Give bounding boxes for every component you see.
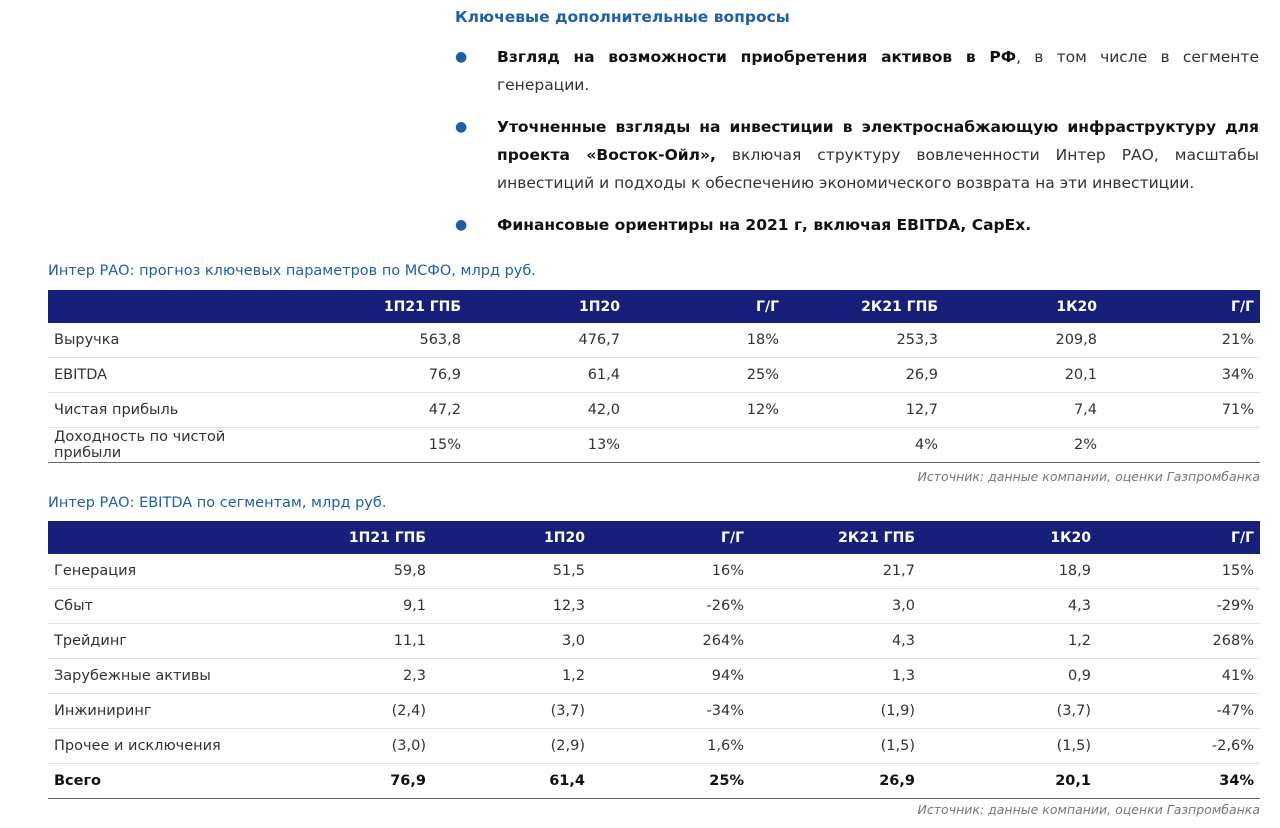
table-row xyxy=(48,589,1260,624)
table-cell: 3,0 xyxy=(750,589,921,624)
column-header: 1П20 xyxy=(432,521,591,554)
table-cell: (1,5) xyxy=(750,729,921,764)
table-row xyxy=(48,624,1260,659)
table-row xyxy=(48,428,1260,463)
table-row xyxy=(48,393,1260,428)
column-header: 2К21 ГПБ xyxy=(750,521,921,554)
table-cell: 94% xyxy=(591,659,750,694)
table-cell: -26% xyxy=(591,589,750,624)
table-cell: 71% xyxy=(1103,393,1260,428)
table-cell: 4% xyxy=(785,428,944,463)
table-cell: 16% xyxy=(591,554,750,589)
column-header: 1П21 ГПБ xyxy=(301,290,467,323)
table-cell: (1,5) xyxy=(921,729,1097,764)
row-label: Доходность по чистой прибыли xyxy=(48,428,301,463)
table2-source: Источник: данные компании, оценки Газпромбанка xyxy=(917,802,1260,817)
table-cell: 26,9 xyxy=(750,764,921,799)
table-row xyxy=(48,694,1260,729)
bullet-icon: ● xyxy=(455,217,468,233)
row-label: Сбыт xyxy=(48,589,266,624)
table-row xyxy=(48,323,1260,358)
bullet-text: включая структуру вовлеченности Интер РАО, масштабы инвестиций и подходы к обеспечению экономического возврата на эти инвестиции. xyxy=(497,146,1259,192)
table-cell: 21% xyxy=(1103,323,1260,358)
table-cell: 20,1 xyxy=(944,358,1103,393)
row-label: Трейдинг xyxy=(48,624,266,659)
ebitda-segments-table xyxy=(48,521,1260,799)
table-cell: 1,3 xyxy=(750,659,921,694)
table-cell: 11,1 xyxy=(266,624,432,659)
bullet-text: , в том числе в сегменте генерации. xyxy=(497,48,1259,94)
table-cell: 15% xyxy=(301,428,467,463)
table-cell: 51,5 xyxy=(432,554,591,589)
table-cell: 1,2 xyxy=(432,659,591,694)
table-cell: 59,8 xyxy=(266,554,432,589)
table-cell: 76,9 xyxy=(266,764,432,799)
table-cell: 15% xyxy=(1097,554,1260,589)
bullet-icon: ● xyxy=(455,119,468,135)
table-cell: 0,9 xyxy=(921,659,1097,694)
table-cell: 2,3 xyxy=(266,659,432,694)
table-cell xyxy=(1103,428,1260,463)
forecast-table xyxy=(48,290,1260,463)
table-row xyxy=(48,659,1260,694)
table-cell: (1,9) xyxy=(750,694,921,729)
questions-list xyxy=(455,43,1259,239)
table-cell: (2,9) xyxy=(432,729,591,764)
column-header: 1П21 ГПБ xyxy=(266,521,432,554)
table-cell: 25% xyxy=(591,764,750,799)
table-cell: 34% xyxy=(1097,764,1260,799)
table-cell: -2,6% xyxy=(1097,729,1260,764)
column-header: Г/Г xyxy=(1103,290,1260,323)
table-cell: 12% xyxy=(626,393,785,428)
table-row xyxy=(48,764,1260,799)
bullet-bold-text: Финансовые ориентиры на 2021 г, включая EBITDA, CapEx. xyxy=(497,216,1032,234)
table-cell: 20,1 xyxy=(921,764,1097,799)
table-cell: 61,4 xyxy=(467,358,626,393)
column-header xyxy=(48,290,301,323)
column-header: 1П20 xyxy=(467,290,626,323)
row-label: Выручка xyxy=(48,323,301,358)
table-cell: 76,9 xyxy=(301,358,467,393)
table-cell: 42,0 xyxy=(467,393,626,428)
bullet-bold-text: Уточненные взгляды на инвестиции в электроснабжающую инфраструктуру для проекта «Восток-Ойл», xyxy=(497,118,1259,164)
table-cell: 13% xyxy=(467,428,626,463)
table-cell: 563,8 xyxy=(301,323,467,358)
table-cell: 25% xyxy=(626,358,785,393)
table-cell xyxy=(626,428,785,463)
column-header: 1К20 xyxy=(921,521,1097,554)
list-item xyxy=(455,211,1259,239)
table-cell: 12,3 xyxy=(432,589,591,624)
bullet-icon: ● xyxy=(455,49,468,65)
table1-caption: Интер РАО: прогноз ключевых параметров по МСФО, млрд руб. xyxy=(48,263,536,279)
list-item xyxy=(455,43,1259,99)
table-cell: -29% xyxy=(1097,589,1260,624)
table-cell: 4,3 xyxy=(750,624,921,659)
table-row xyxy=(48,729,1260,764)
row-label: Всего xyxy=(48,764,266,799)
row-label: EBITDA xyxy=(48,358,301,393)
column-header: Г/Г xyxy=(1097,521,1260,554)
table-cell: (2,4) xyxy=(266,694,432,729)
table-cell: 1,2 xyxy=(921,624,1097,659)
table-cell: 3,0 xyxy=(432,624,591,659)
row-label: Чистая прибыль xyxy=(48,393,301,428)
table-cell: 209,8 xyxy=(944,323,1103,358)
table-cell: 1,6% xyxy=(591,729,750,764)
table-cell: 4,3 xyxy=(921,589,1097,624)
table-header-row xyxy=(48,521,1260,554)
table-cell: -47% xyxy=(1097,694,1260,729)
table-cell: (3,0) xyxy=(266,729,432,764)
column-header: 2К21 ГПБ xyxy=(785,290,944,323)
table-cell: (3,7) xyxy=(432,694,591,729)
table-cell: 12,7 xyxy=(785,393,944,428)
table-cell: 41% xyxy=(1097,659,1260,694)
row-label: Инжиниринг xyxy=(48,694,266,729)
row-label: Зарубежные активы xyxy=(48,659,266,694)
table-cell: 21,7 xyxy=(750,554,921,589)
table-cell: 253,3 xyxy=(785,323,944,358)
table-cell: 9,1 xyxy=(266,589,432,624)
table-cell: -34% xyxy=(591,694,750,729)
table-cell: 7,4 xyxy=(944,393,1103,428)
list-item xyxy=(455,113,1259,197)
table2-caption: Интер РАО: EBITDA по сегментам, млрд руб. xyxy=(48,495,387,511)
table-cell: 61,4 xyxy=(432,764,591,799)
table-cell: (3,7) xyxy=(921,694,1097,729)
key-questions-section xyxy=(455,8,1259,253)
table-cell: 34% xyxy=(1103,358,1260,393)
bullet-bold-text: Взгляд на возможности приобретения активов в РФ xyxy=(497,48,1017,66)
table-cell: 264% xyxy=(591,624,750,659)
row-label: Генерация xyxy=(48,554,266,589)
row-label: Прочее и исключения xyxy=(48,729,266,764)
table-row xyxy=(48,554,1260,589)
table-row xyxy=(48,358,1260,393)
section-title: Ключевые дополнительные вопросы xyxy=(455,8,790,26)
table-cell: 18,9 xyxy=(921,554,1097,589)
table-cell: 26,9 xyxy=(785,358,944,393)
table1-source: Источник: данные компании, оценки Газпромбанка xyxy=(917,469,1260,484)
table-header-row xyxy=(48,290,1260,323)
table-cell: 47,2 xyxy=(301,393,467,428)
column-header: Г/Г xyxy=(626,290,785,323)
column-header: 1К20 xyxy=(944,290,1103,323)
column-header xyxy=(48,521,266,554)
column-header: Г/Г xyxy=(591,521,750,554)
table-cell: 476,7 xyxy=(467,323,626,358)
table-cell: 268% xyxy=(1097,624,1260,659)
table-cell: 2% xyxy=(944,428,1103,463)
table-cell: 18% xyxy=(626,323,785,358)
